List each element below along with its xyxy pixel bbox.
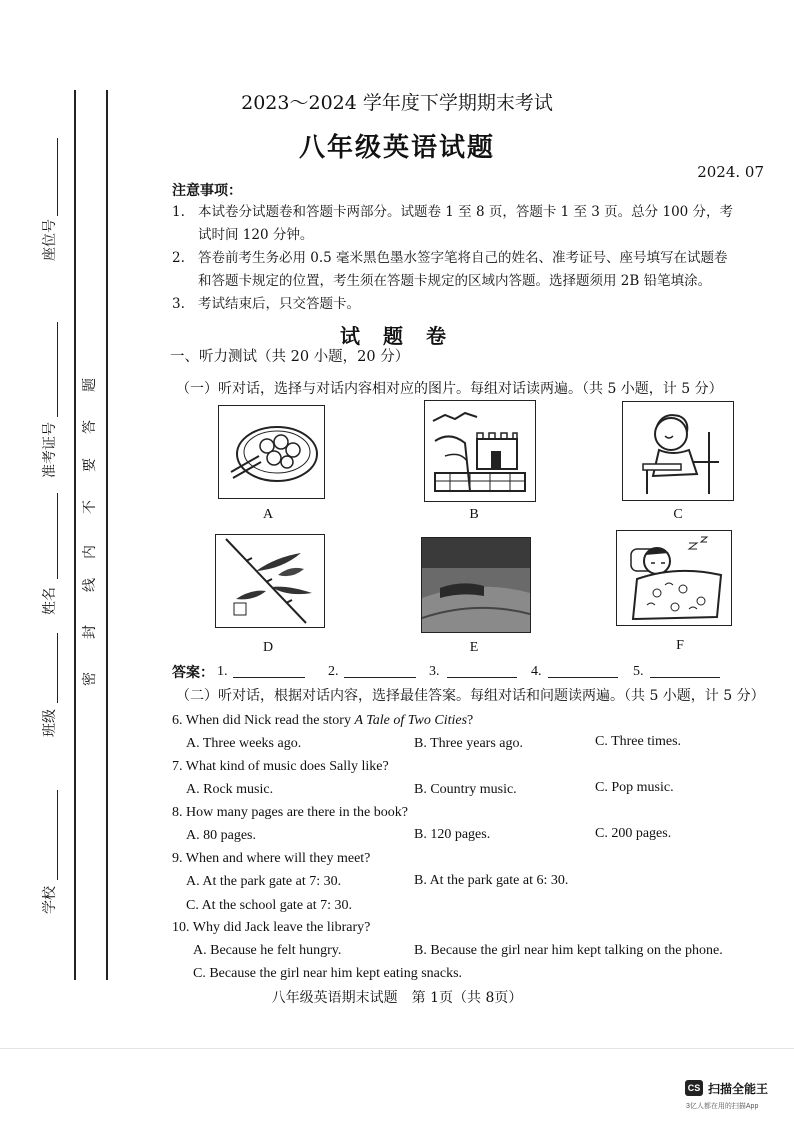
option-a: A. Because he felt hungry. (193, 943, 342, 958)
picture-dumplings (218, 405, 325, 499)
question-stem: 9. When and where will they meet? (172, 851, 371, 866)
answer-num: 5. (633, 664, 644, 679)
picture-label: A (262, 507, 274, 522)
scanner-tagline: 3亿人都在用的扫描App (686, 1103, 759, 1110)
picture-student-desk (622, 401, 734, 501)
picture-train-photo (421, 537, 531, 633)
binding-line-outer (74, 90, 76, 980)
seal-char: 线 (82, 578, 98, 592)
question-stem: 6. When did Nick read the story A Tale of Two Cities? (172, 713, 474, 728)
question-stem: 7. What kind of music does Sally like? (172, 759, 389, 774)
part-heading: （一）听对话，选择与对话内容相对应的图片。每组对话读两遍。（共 5 小题，计 5 分） (176, 381, 723, 397)
seal-char: 答 (82, 420, 98, 434)
scan-edge-divider (0, 1048, 794, 1049)
exam-subtitle: 八年级英语试题 (298, 133, 495, 163)
answer-num: 2. (328, 664, 339, 679)
seal-char: 封 (82, 625, 98, 639)
question-stem: 10. Why did Jack leave the library? (172, 920, 371, 935)
name-label: 姓名 (42, 587, 58, 615)
notice-item: 3. 考试结束后，只交答题卡。 (172, 296, 360, 312)
option-b: B. Country music. (414, 782, 517, 797)
answer-row (172, 662, 772, 682)
camscanner-logo-icon: CS (685, 1080, 703, 1096)
option-c: C. At the school gate at 7: 30. (186, 898, 353, 913)
answer-num: 4. (531, 664, 542, 679)
answer-blank-5[interactable] (650, 677, 720, 678)
option-a: A. Rock music. (186, 782, 274, 797)
train-photo-icon (422, 538, 530, 632)
page-footer: 八年级英语期末试题 第 1页（共 8页） (271, 990, 523, 1006)
answer-label: 答案： (172, 665, 214, 681)
seal-char: 内 (82, 545, 98, 559)
section-heading: 一、听力测试（共 20 小题，20 分） (170, 349, 410, 365)
exam-title: 2023～2024 学年度下学期期末考试 (241, 92, 553, 114)
name-line (57, 493, 58, 579)
exam-date: 2024. 07 (697, 163, 764, 181)
seal-char: 要 (82, 458, 98, 472)
class-label: 班级 (42, 709, 58, 737)
answer-num: 1. (217, 664, 228, 679)
school-label: 学校 (42, 886, 58, 914)
option-b: B. Because the girl near him kept talking on the phone. (414, 943, 723, 958)
notice-item: 1. 本试卷分试题卷和答题卡两部分。试题卷 1 至 8 页，答题卡 1 至 3 页。总分 100 分，考 试时间 120 分钟。 (172, 204, 734, 243)
exam-id-label: 准考证号 (42, 422, 58, 478)
picture-label: D (262, 640, 274, 655)
class-line (57, 633, 58, 703)
seat-number-label: 座位号 (42, 219, 58, 261)
option-b: B. At the park gate at 6: 30. (414, 873, 569, 888)
scanner-app-name: 扫描全能王 (708, 1082, 769, 1096)
option-b: B. Three years ago. (414, 736, 523, 751)
picture-label: B (469, 507, 479, 522)
answer-blank-3[interactable] (447, 677, 517, 678)
answer-blank-1[interactable] (233, 677, 305, 678)
great-wall-icon (425, 401, 535, 501)
option-a: A. 80 pages. (186, 828, 256, 843)
picture-sleeping-boy (616, 530, 732, 626)
seal-char: 密 (82, 672, 98, 686)
seal-char: 题 (82, 378, 98, 392)
notice-item: 2. 答卷前考生务必用 0.5 毫米黑色墨水签字笔将自己的姓名、准考证号、座号填写在试题卷 和答题卡规定的位置，考生须在答题卡规定的区域内答题。选择题须用 2B 铅笔填涂。 (172, 250, 728, 289)
notice-heading: 注意事项： (172, 183, 242, 199)
option-a: A. Three weeks ago. (186, 736, 302, 751)
picture-bamboo (215, 534, 325, 628)
answer-num: 3. (429, 664, 440, 679)
picture-label: F (676, 638, 684, 653)
picture-label: C (673, 507, 683, 522)
paper-title: 试 题 卷 (340, 324, 454, 348)
seal-char: 不 (82, 500, 98, 514)
sleeping-boy-icon (617, 531, 731, 625)
picture-label: E (469, 640, 479, 655)
student-desk-icon (623, 402, 733, 500)
option-c: C. Three times. (595, 734, 682, 749)
picture-great-wall (424, 400, 536, 502)
option-c: C. Pop music. (595, 780, 674, 795)
option-a: A. At the park gate at 7: 30. (186, 874, 342, 889)
option-b: B. 120 pages. (414, 827, 491, 842)
question-stem: 8. How many pages are there in the book? (172, 805, 408, 820)
option-c: C. Because the girl near him kept eating snacks. (193, 966, 463, 981)
binding-line-inner (106, 90, 108, 980)
bamboo-icon (216, 535, 324, 627)
option-c: C. 200 pages. (595, 826, 672, 841)
answer-blank-4[interactable] (548, 677, 618, 678)
answer-blank-2[interactable] (344, 677, 416, 678)
part-heading: （二）听对话，根据对话内容，选择最佳答案。每组对话和问题读两遍。（共 5 小题，计 5 分） (176, 688, 765, 704)
school-line (57, 790, 58, 880)
dumplings-icon (219, 406, 324, 498)
